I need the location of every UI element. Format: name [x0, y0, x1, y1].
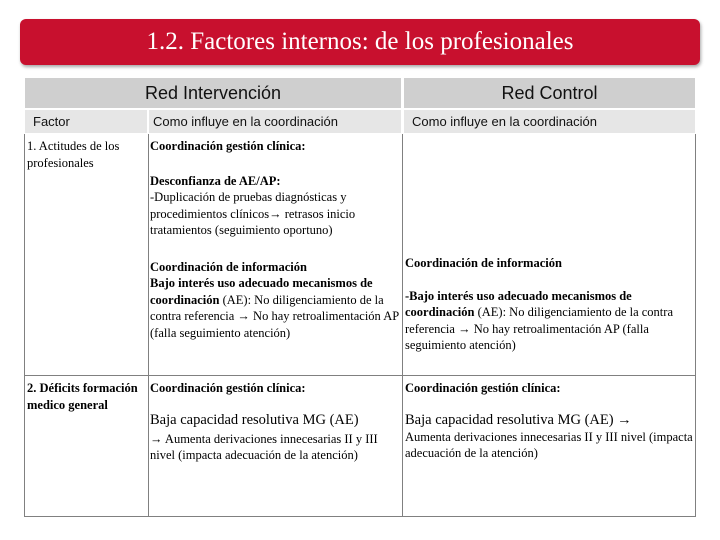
row1-intervencion — [150, 138, 400, 341]
row2-ctrl-capacidad: Baja capacidad resolutiva MG (AE) → — [405, 411, 632, 428]
row2-ctrl-gestion-label: Coordinación gestión clínica: — [405, 381, 561, 395]
row1-int-info-label: Coordinación de información — [150, 259, 307, 274]
row1-int-info-text: (AE): No diligenciamiento de la contra referencia → No hay retroalimentación AP (falla seguimiento atención) — [150, 292, 399, 340]
subheader-como-int — [149, 110, 401, 133]
row2-factor-text: 2. Déficits formación medico general — [27, 381, 138, 412]
grid-line-left — [24, 134, 25, 517]
subheader-como-ctrl — [404, 110, 695, 133]
row2-intervencion — [150, 380, 400, 464]
grid-line-row-sep — [24, 375, 696, 376]
grid-line-right — [695, 134, 696, 517]
row2-factor — [27, 380, 145, 413]
row1-factor-text: 1. Actitudes de los profesionales — [27, 139, 120, 170]
row2-ctrl-arrow-text: Aumenta derivaciones innecesarias II y III nivel (impacta adecuación de la atención) — [405, 429, 693, 460]
header-control — [404, 78, 695, 108]
row1-factor — [27, 138, 145, 171]
row1-control — [405, 255, 693, 354]
header-control-label: Red Control — [501, 82, 598, 103]
row1-int-info-bajo: Bajo interés uso adecuado mecanismos de coordinación — [150, 276, 373, 307]
subheader-como-int-label: Como influye en la coordinación — [153, 114, 338, 129]
grid-line-col2 — [402, 134, 403, 517]
page-title: 1.2. Factores internos: de los profesionales — [146, 28, 574, 55]
subheader-factor-label: Factor — [33, 114, 70, 129]
subheader-factor — [25, 110, 147, 133]
title-banner — [20, 19, 700, 65]
row1-int-desconfianza-text: -Duplicación de pruebas diagnósticas y procedimientos clínicos→ retrasos inicio tratamientos (seguimiento oportuno) — [150, 190, 356, 237]
row1-int-gestion-label: Coordinación gestión clínica: — [150, 139, 306, 153]
header-intervencion-label: Red Intervención — [144, 82, 282, 103]
subheader-como-ctrl-label: Como influye en la coordinación — [412, 114, 597, 129]
grid-line-col1 — [148, 134, 149, 517]
row2-int-gestion-label: Coordinación gestión clínica: — [150, 381, 306, 395]
row1-ctrl-info-bajo: -Bajo interés uso adecuado mecanismos de coordinación — [405, 288, 632, 319]
row1-ctrl-info-text: (AE): No diligenciamiento de la contra referencia → No hay retroalimentación AP (falla seguimiento atención) — [405, 305, 673, 352]
grid-line-bottom — [24, 516, 696, 517]
row2-int-arrow-text: → Aumenta derivaciones innecesarias II y III nivel (impacta adecuación de la atención) — [150, 431, 378, 462]
row1-int-desconfianza-label: Desconfianza de AE/AP: — [150, 173, 281, 188]
row2-control — [405, 380, 693, 462]
row2-int-capacidad: Baja capacidad resolutiva MG (AE) — [150, 411, 359, 428]
row1-ctrl-info-label: Coordinación de información — [405, 256, 562, 270]
header-intervencion — [25, 78, 401, 108]
